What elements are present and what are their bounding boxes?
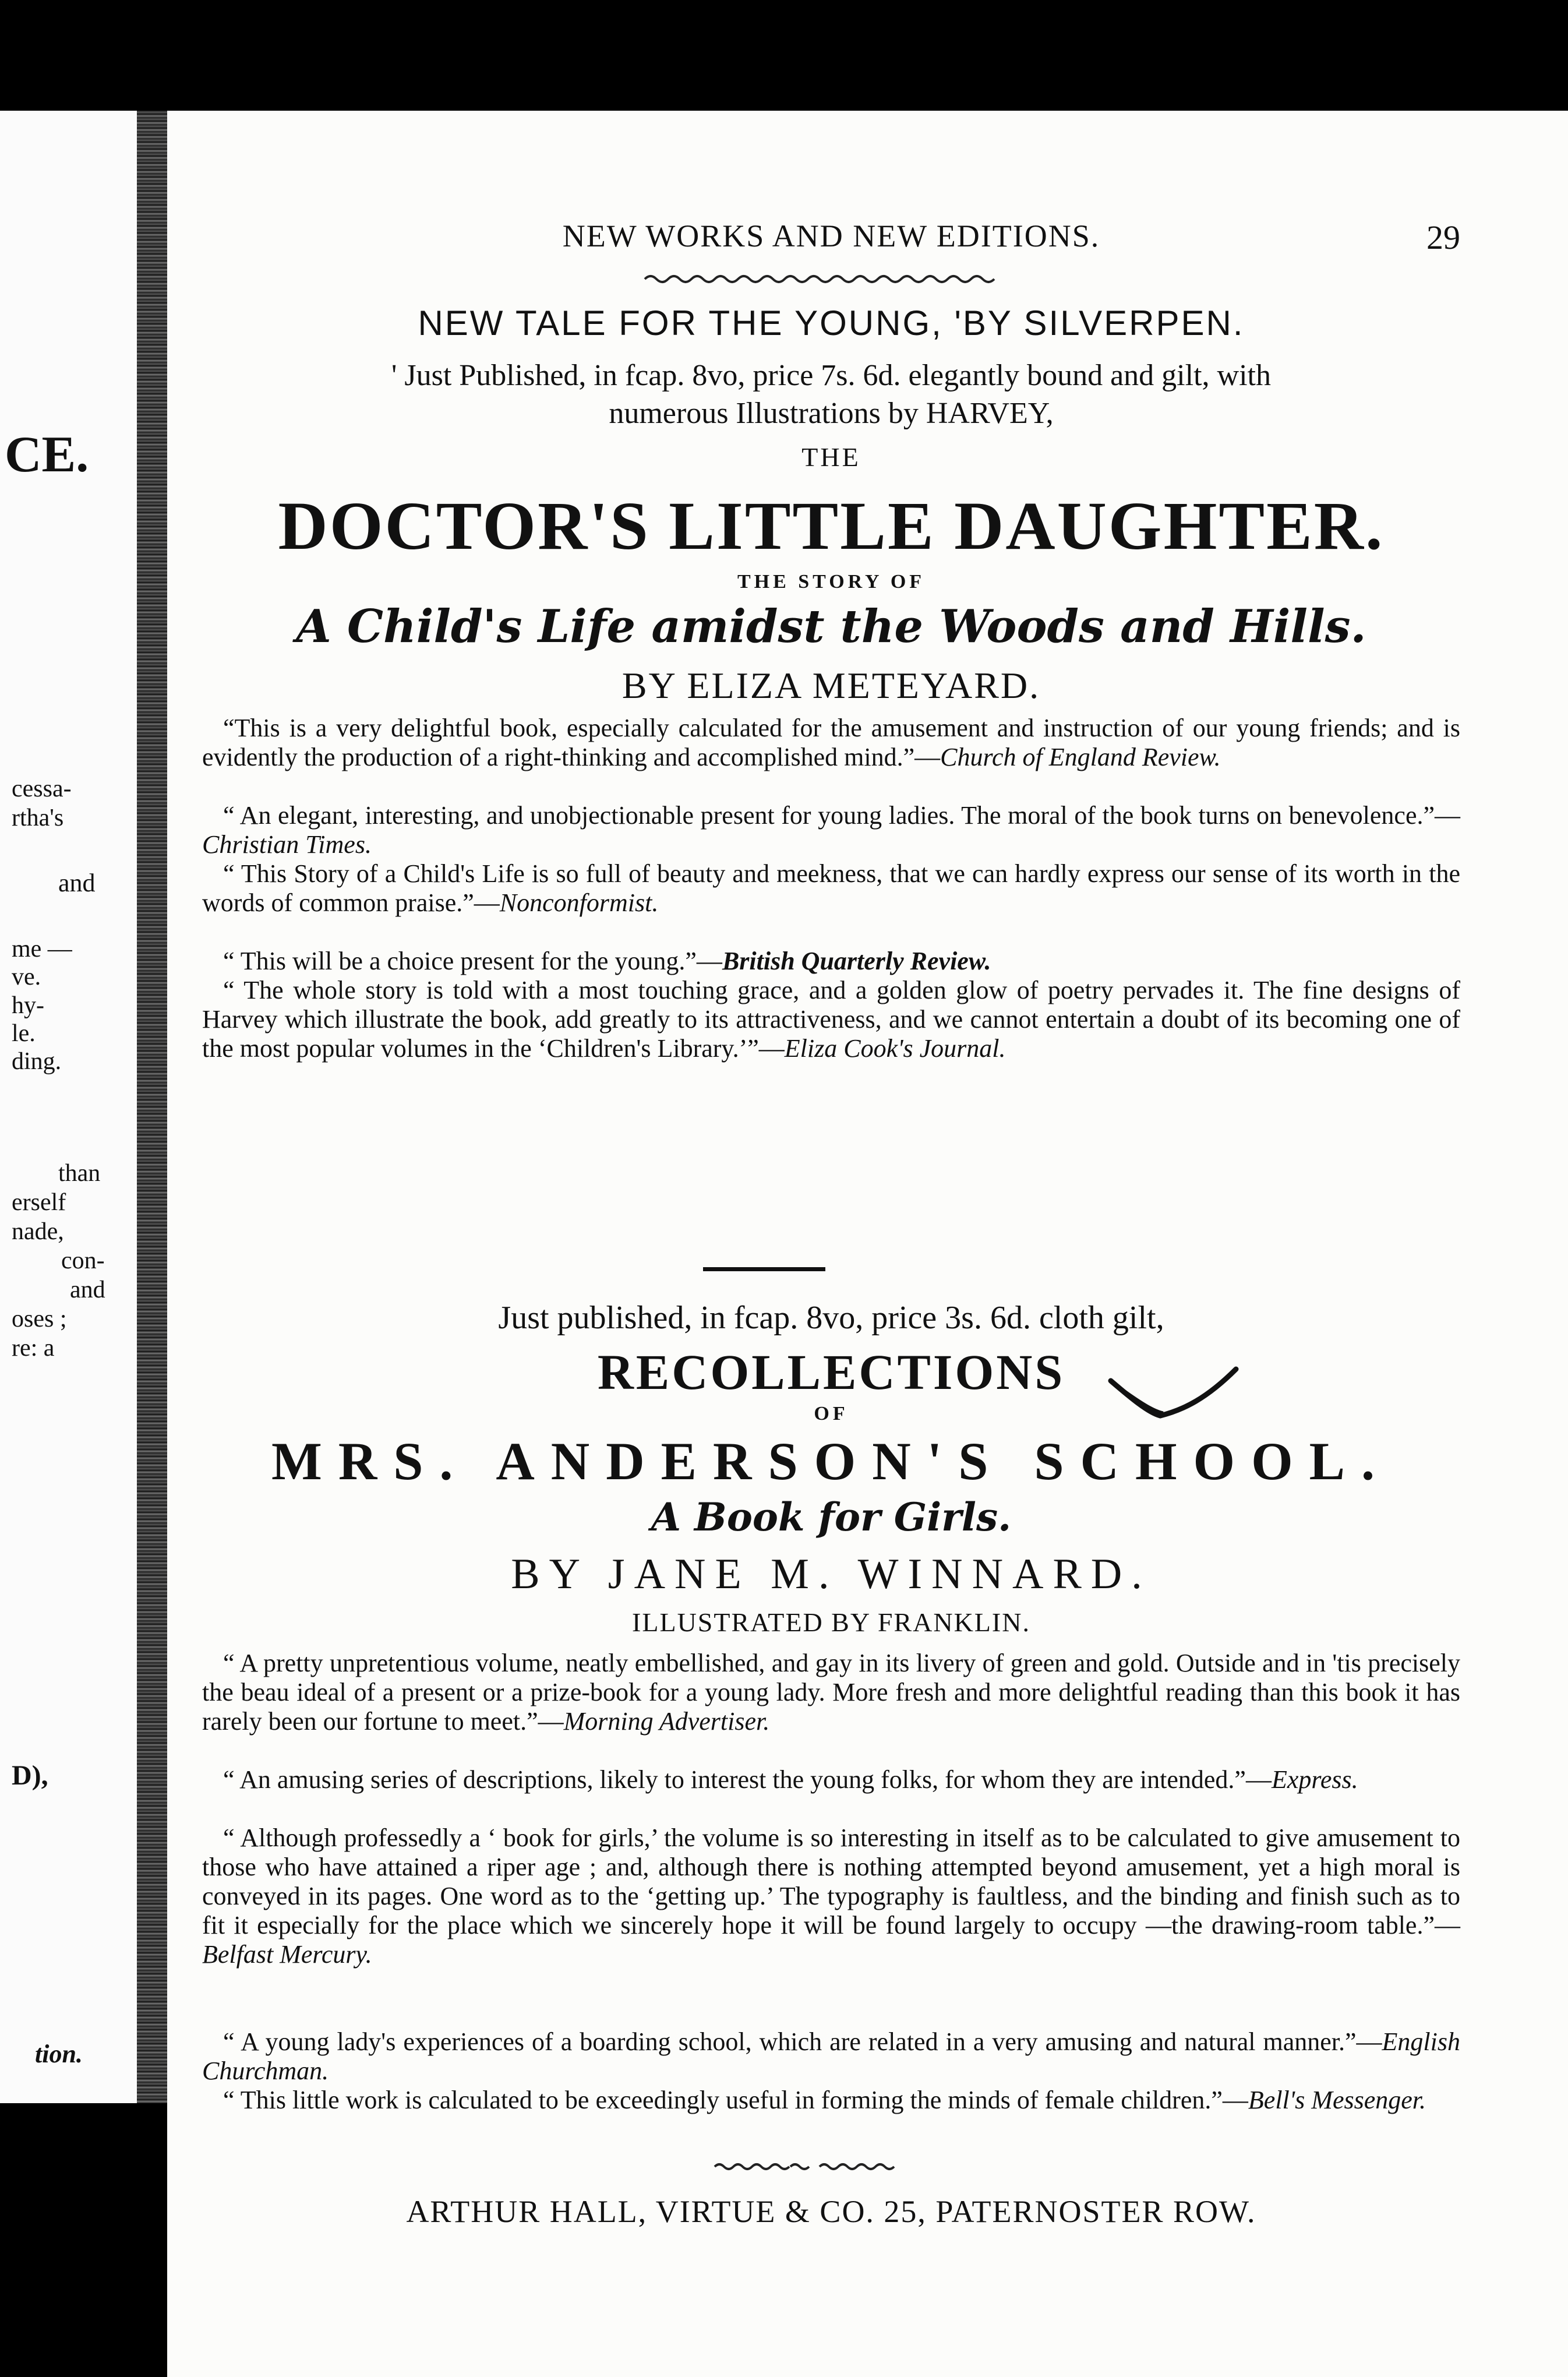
review-source: Christian Times.	[202, 830, 372, 859]
margin-fragment: CE.	[5, 426, 89, 483]
book-page	[167, 111, 1568, 2377]
review-source: Nonconformist.	[499, 888, 659, 917]
book-author: BY JANE M. WINNARD.	[511, 1550, 1152, 1598]
review-source: Morning Advertiser.	[563, 1707, 770, 1736]
margin-fragment: me —	[12, 936, 72, 962]
wavy-ornament	[202, 271, 1460, 288]
review-quote: “ A young lady's experiences of a boarding school, which are related in a very amusing and natural manner.”—English Churchman.	[202, 2027, 1460, 2085]
book-subtitle: A Child's Life amidst the Woods and Hills.	[296, 600, 1366, 653]
margin-fragment: cessa-	[12, 775, 72, 802]
review-source: British Quarterly Review.	[722, 947, 991, 975]
review-quote: “ This little work is calculated to be exceedingly useful in forming the minds of female children.”—Bell's Messenger.	[223, 2086, 1426, 2114]
margin-fragment: D),	[12, 1760, 48, 1791]
review-quote: “ This Story of a Child's Life is so full of beauty and meekness, that we can hardly express our sense of its worth in the words of common praise.”—Nonconformist.	[202, 859, 1460, 917]
running-header	[202, 218, 1460, 264]
announcement-heading: NEW TALE FOR THE YOUNG, 'BY SILVERPEN.	[418, 304, 1245, 343]
margin-fragment: oses ;	[12, 1306, 67, 1332]
illustrator-credit: ILLUSTRATED BY FRANKLIN.	[632, 1607, 1030, 1637]
page-number: 29	[1426, 218, 1460, 256]
review-source: English Churchman.	[202, 2027, 1460, 2085]
review-quote: “ An elegant, interesting, and unobjectionable present for young ladies. The moral of the book turns on benevolence.”—Christian Times.	[202, 801, 1460, 859]
review-source: Bell's Messenger.	[1248, 2086, 1426, 2114]
margin-fragment: rtha's	[12, 805, 64, 831]
book-title-line2: MRS. ANDERSON'S SCHOOL.	[271, 1431, 1392, 1491]
review-quote: “ The whole story is told with a most touching grace, and a golden glow of poetry pervades it. The fine designs of Harvey which illustrate the book, add greatly to its attractiveness, and we cannot entertain a doubt of its becoming one of the most popular volumes in the ‘Children's Library.’”—Eliza Cook's Journal.	[202, 976, 1460, 1063]
margin-fragment: erself	[12, 1189, 66, 1216]
margin-fragment: tion.	[35, 2040, 83, 2068]
book-author: BY ELIZA METEYARD.	[621, 665, 1041, 706]
review-source: Eliza Cook's Journal.	[784, 1034, 1006, 1063]
title-article: THE	[801, 442, 861, 472]
margin-fragment: le.	[12, 1020, 36, 1047]
review-source: Church of England Review.	[940, 743, 1221, 771]
review-quote: “ An amusing series of descriptions, likely to interest the young folks, for whom they are intended.”—Express.	[223, 1765, 1358, 1794]
margin-fragment: con-	[61, 1247, 105, 1274]
book-subtitle: A Book for Girls.	[651, 1494, 1012, 1540]
story-of-label: THE STORY OF	[737, 571, 926, 593]
book-title: DOCTOR'S LITTLE DAUGHTER.	[278, 488, 1385, 564]
review-source: Belfast Mercury.	[202, 1940, 372, 1969]
margin-fragment: and	[70, 1276, 105, 1303]
margin-fragment: nade,	[12, 1218, 64, 1245]
publisher-imprint: ARTHUR HALL, VIRTUE & CO. 25, PATERNOSTER ROW.	[406, 2194, 1256, 2229]
review-source: Express.	[1271, 1765, 1358, 1794]
review-quote: “This is a very delightful book, especially calculated for the amusement and instruction of our young friends; and is evidently the production of a right-thinking and accomplished mind.”—Church of England Review.	[202, 714, 1460, 771]
running-title: NEW WORKS AND NEW EDITIONS.	[562, 218, 1100, 253]
wavy-ornament	[202, 2159, 1460, 2176]
publication-details: Just published, in fcap. 8vo, price 3s. 6d. cloth gilt,	[498, 1300, 1164, 1336]
margin-fragment: and	[58, 869, 96, 897]
review-quote: “ This will be a choice present for the young.”—British Quarterly Review.	[223, 947, 991, 975]
publication-details: ' Just Published, in fcap. 8vo, price 7s. 6d. elegantly bound and gilt, with	[391, 359, 1271, 392]
margin-fragment: hy-	[12, 992, 44, 1019]
publication-details-continued: numerous Illustrations by HARVEY,	[609, 397, 1054, 430]
section-divider	[703, 1267, 825, 1271]
margin-fragment: ve.	[12, 964, 41, 990]
book-title-line1: RECOLLECTIONS	[597, 1344, 1065, 1400]
review-quote: “ A pretty unpretentious volume, neatly embellished, and gay in its livery of green and gold. Outside and in 'tis precisely the beau ideal of a present or a prize-book for a young lady. More fresh and more delightful reading than this book it has rarely been our fortune to meet.”—Morning Advertiser.	[202, 1649, 1460, 1736]
handwritten-checkmark	[1108, 1357, 1242, 1427]
book-spine-edge	[137, 111, 167, 2103]
review-quote: “ Although professedly a ‘ book for girls,’ the volume is so interesting in itself as to be calculated to give amusement to those who have attained a riper age ; and, although there is nothing attempted beyond amusement, yet a high moral is conveyed in its pages. One word as to the ‘getting up.’ The typography is faultless, and the binding and finish such as to fit it especially for the place which we sincerely hope it will be found largely to occupy —the drawing-room table.”—Belfast Mercury.	[202, 1824, 1460, 1969]
margin-fragment: than	[58, 1160, 101, 1187]
margin-fragment: ding.	[12, 1048, 62, 1075]
margin-fragment: re: a	[12, 1335, 55, 1362]
of-label: OF	[814, 1403, 849, 1424]
page-content	[202, 111, 1460, 2377]
